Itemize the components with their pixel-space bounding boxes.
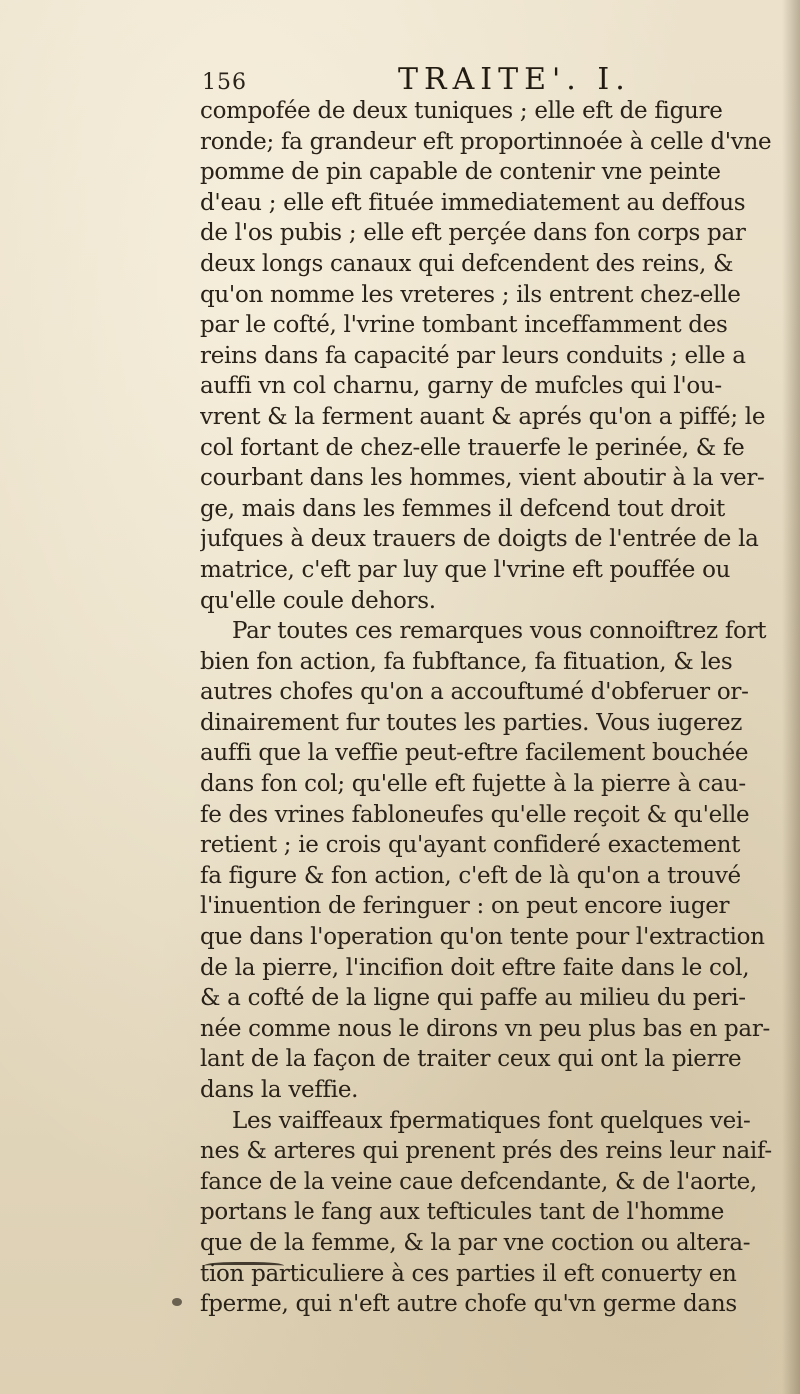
text-line: lant de la façon de traiter ceux qui ont la pierre <box>200 1046 742 1073</box>
text-line: bien fon action, fa fubftance, fa fituation, & les <box>200 648 733 675</box>
text-line: auffi que la veffie peut-eftre facilement bouchée <box>200 740 749 767</box>
text-line: ge, mais dans les femmes il defcend tout droit <box>200 495 725 522</box>
text-line: & a cofté de la ligne qui paffe au milieu du peri- <box>200 985 746 1012</box>
text-line: jufques à deux trauers de doigts de l'entrée de la <box>200 526 759 553</box>
text-line: que dans l'operation qu'on tente pour l'extraction <box>200 924 765 951</box>
text-line: Les vaiffeaux fpermatiques font quelques vei- <box>232 1107 751 1134</box>
text-line: qu'elle coule dehors. <box>200 587 436 614</box>
text-line: courbant dans les hommes, vient aboutir à la ver- <box>200 465 765 492</box>
text-line: deux longs canaux qui defcendent des reins, & <box>200 250 734 277</box>
text-line: portans le fang aux tefticules tant de l'homme <box>200 1199 725 1226</box>
text-line: pomme de pin capable de contenir vne peinte <box>200 159 721 186</box>
text-line: tion particuliere à ces parties il eft conuerty en <box>200 1260 737 1287</box>
text-line: l'inuention de feringuer : on peut encore iuger <box>200 893 730 920</box>
text-line: qu'on nomme les vreteres ; ils entrent chez-elle <box>200 281 741 308</box>
text-line: fe des vrines fabloneufes qu'elle reçoit & qu'elle <box>200 801 750 828</box>
text-line: Par toutes ces remarques vous connoiftrez fort <box>232 618 767 645</box>
text-line: fperme, qui n'eft autre chofe qu'vn germe dans <box>200 1291 737 1318</box>
text-line: fa figure & fon action, c'eft de là qu'on a trouvé <box>200 862 741 889</box>
text-line: auffi vn col charnu, garny de mufcles qui l'ou- <box>200 373 722 400</box>
page-number: 156 <box>202 70 247 95</box>
text-line: autres chofes qu'on a accouftumé d'obferuer or- <box>200 679 749 706</box>
text-line: nes & arteres qui prenent prés des reins leur naif- <box>200 1138 772 1165</box>
ink-blot <box>172 1298 182 1306</box>
text-line: fance de la veine caue defcendante, & de l'aorte, <box>200 1168 757 1195</box>
text-line: que de la femme, & la par vne coction ou altera- <box>200 1229 751 1256</box>
text-line: née comme nous le dirons vn peu plus bas en par- <box>200 1015 771 1042</box>
text-line: dans la veffie. <box>200 1077 359 1103</box>
text-line: ronde; fa grandeur eft proportinnoée à celle d'vne <box>200 128 772 155</box>
text-line: par le cofté, l'vrine tombant inceffamment des <box>200 312 728 339</box>
text-line: dinairement fur toutes les parties. Vous iugerez <box>200 709 743 736</box>
text-line: de la pierre, l'incifion doit eftre faite dans le col, <box>200 954 750 981</box>
text-line: reins dans fa capacité par leurs conduits ; elle a <box>200 342 746 369</box>
text-line: de l'os pubis ; elle eft perçée dans fon corps par <box>200 220 746 247</box>
text-line: matrice, c'eft par luy que l'vrine eft pouffée ou <box>200 556 731 583</box>
running-title: TRAITE'. I. <box>398 62 631 97</box>
text-line: col fortant de chez-elle trauerfe le perinée, & fe <box>200 434 745 461</box>
text-line: dans fon col; qu'elle eft fujette à la pierre à cau- <box>200 771 746 798</box>
text-line: d'eau ; elle eft fituée immediatement au deffous <box>200 189 746 216</box>
text-line: compofée de deux tuniques ; elle eft de figure <box>200 98 723 124</box>
text-line: vrent & la ferment auant & aprés qu'on a piffé; le <box>200 403 766 430</box>
body-text <box>200 96 786 1320</box>
ornament-flourish <box>204 1262 284 1271</box>
text-line: retient ; ie crois qu'ayant confideré exactement <box>200 832 741 859</box>
